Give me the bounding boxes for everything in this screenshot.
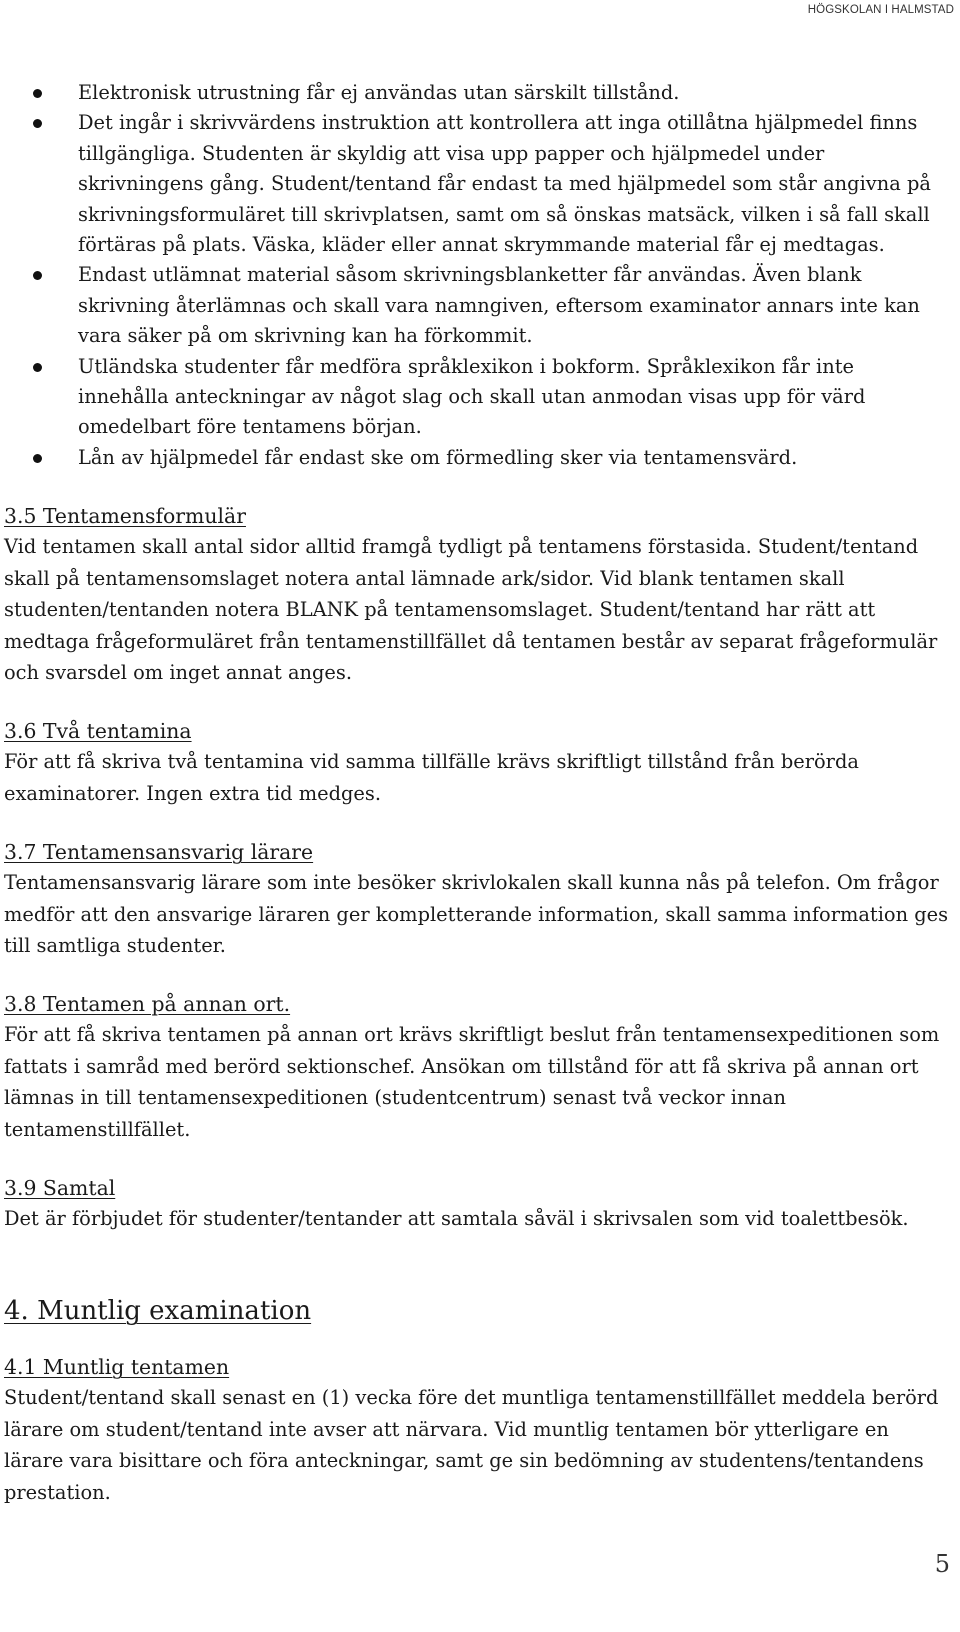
section-heading: 3.7 Tentamensansvarig lärare xyxy=(4,840,314,865)
section-3-9 xyxy=(4,1173,949,1234)
bullet-item xyxy=(4,260,949,351)
bullet-dot-icon xyxy=(33,89,42,98)
section-3-6 xyxy=(4,716,949,809)
section-heading: 3.9 Samtal xyxy=(4,1175,116,1200)
chapter-4 xyxy=(4,1294,949,1328)
header-institution-name: HÖGSKOLAN I HALMSTAD xyxy=(807,4,954,16)
bullet-text: Endast utlämnat material såsom skrivningsblanketter får användas. Även blank skrivning återlämnas och skall vara namngiven, eftersom examinator annars inte kan vara säker på om skrivning kan ha förkommit. xyxy=(78,263,920,348)
chapter-heading: 4. Muntlig examination xyxy=(4,1296,312,1327)
section-4-1 xyxy=(4,1352,949,1508)
section-body: Det är förbjudet för studenter/tentander att samtala såväl i skrivsalen som vid toalettbesök. xyxy=(4,1206,909,1230)
section-body: För att få skriva två tentamina vid samma tillfälle krävs skriftligt tillstånd från berörda examinatorer. Ingen extra tid medges. xyxy=(4,750,859,805)
bullet-text: Lån av hjälpmedel får endast ske om förmedling sker via tentamensvärd. xyxy=(78,445,798,469)
section-body: Vid tentamen skall antal sidor alltid framgå tydligt på tentamens förstasida. Student/tentand skall på tentamensomslaget notera antal lämnade ark/sidor. Vid blank tentamen skall studenten/tentanden notera BLANK på tentamensomslaget. Student/tentand har rätt att medtaga frågeformuläret från tentamenstillfället då tentamen består av separat frågeformulär och svarsdel om inget annat anges. xyxy=(4,535,938,684)
bullet-text: Elektronisk utrustning får ej användas utan särskilt tillstånd. xyxy=(78,81,680,104)
bullet-dot-icon xyxy=(33,271,42,280)
document-body xyxy=(4,78,949,1508)
page-number: 5 xyxy=(934,1550,950,1578)
bullet-text: Det ingår i skrivvärdens instruktion att kontrollera att inga otillåtna hjälpmedel finns tillgängliga. Studenten är skyldig att visa upp papper och hjälpmedel under skrivningens gång. Student/tentand får endast ta med hjälpmedel som står angivna på skrivningsformuläret till skrivplatsen, samt om så önskas matsäck, vilken i så fall skall förtäras på plats. Väska, kläder eller annat skrymmande material får ej medtagas. xyxy=(78,111,931,257)
bullet-text: Utländska studenter får medföra språklexikon i bokform. Språklexikon får inte innehålla anteckningar av något slag och skall utan anmodan visas upp för värd omedelbart före tentamens början. xyxy=(78,354,866,439)
section-body: Tentamensansvarig lärare som inte besöker skrivlokalen skall kunna nås på telefon. Om frågor medför att den ansvarige läraren ger kompletterande information, skall samma information ges till samtliga studenter. xyxy=(4,871,949,957)
bullet-item xyxy=(4,108,949,260)
section-body: För att få skriva tentamen på annan ort krävs skriftligt beslut från tentamensexpeditionen som fattats i samråd med berörd sektionschef. Ansökan om tillstånd för att få skriva på annan ort lämnas in till tentamensexpeditionen (studentcentrum) senast två veckor innan tentamenstillfället. xyxy=(4,1023,940,1141)
bullet-dot-icon xyxy=(33,454,42,463)
section-body: Student/tentand skall senast en (1) vecka före det muntliga tentamenstillfället meddela berörd lärare om student/tentand inte avser att närvara. Vid muntlig tentamen bör ytterligare en lärare vara bisittare och föra anteckningar, samt ge sin bedömning av studentens/tentandens prestation. xyxy=(4,1386,939,1504)
bullet-item xyxy=(4,78,949,108)
section-3-7 xyxy=(4,837,949,961)
bullet-dot-icon xyxy=(33,119,42,128)
bullet-dot-icon xyxy=(33,363,42,372)
section-heading: 3.8 Tentamen på annan ort. xyxy=(4,992,291,1017)
section-heading: 3.5 Tentamensformulär xyxy=(4,504,246,529)
bullet-item xyxy=(4,352,949,443)
section-3-5 xyxy=(4,501,949,688)
section-3-8 xyxy=(4,989,949,1145)
section-heading: 3.6 Två tentamina xyxy=(4,719,192,744)
bullet-item xyxy=(4,443,949,473)
rules-bullet-list xyxy=(4,78,949,473)
section-heading: 4.1 Muntlig tentamen xyxy=(4,1355,230,1380)
